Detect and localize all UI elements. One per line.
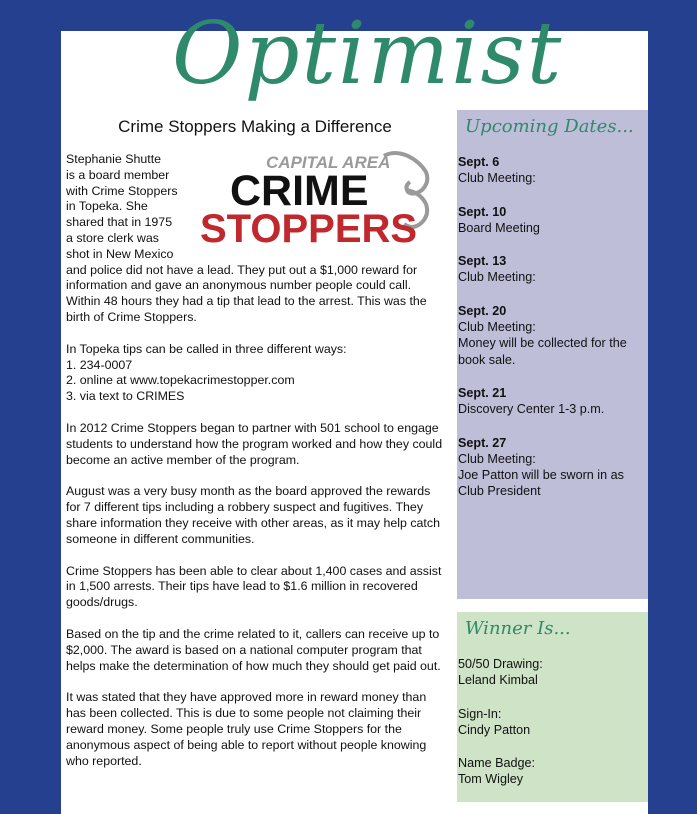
winner-label: Name Badge: bbox=[458, 756, 536, 771]
date-entry bbox=[458, 204, 648, 237]
lead-line: in Topeka. She bbox=[66, 199, 148, 214]
event-date: Sept. 27 bbox=[458, 435, 507, 450]
winner-label: 50/50 Drawing: bbox=[458, 657, 543, 671]
date-entry bbox=[458, 154, 648, 187]
date-entry bbox=[458, 435, 648, 500]
event-date: Sept. 13 bbox=[458, 254, 507, 269]
winner-panel bbox=[457, 612, 648, 802]
lead-line: shared that in 1975 bbox=[66, 215, 173, 230]
event-date: Sept. 20 bbox=[458, 303, 507, 318]
tip-item: 3. via text to CRIMES bbox=[66, 389, 185, 404]
tip-item: 2. online at www.topekacrimestopper.com bbox=[66, 373, 295, 388]
winner-entry bbox=[458, 656, 648, 689]
article-paragraph: In 2012 Crime Stoppers began to partner with 501 school to engage students to understand how the program worked and how they could become an active member of the program. bbox=[66, 420, 443, 467]
tips-block bbox=[66, 342, 444, 405]
event-description: Money will be collected for the book sale. bbox=[458, 336, 627, 367]
article-paragraph: Based on the tip and the crime related to it, callers can receive up to $2,000. The award is based on a national computer program that helps make the determination of how much they should get paid out. bbox=[66, 626, 441, 673]
winner-entry bbox=[458, 706, 648, 739]
event-description: Club Meeting: bbox=[458, 171, 536, 186]
event-date: Sept. 10 bbox=[458, 204, 507, 219]
event-description: Discovery Center 1-3 p.m. bbox=[458, 402, 605, 417]
tips-intro: In Topeka tips can be called in three different ways: bbox=[66, 341, 347, 356]
tip-item: 1. 234-0007 bbox=[66, 357, 133, 372]
article-headline: Crime Stoppers Making a Difference bbox=[118, 117, 392, 136]
winner-name: Tom Wigley bbox=[458, 772, 524, 787]
lead-line: a store clerk was bbox=[66, 230, 159, 245]
winner-entry bbox=[458, 755, 648, 788]
lead-line: with Crime Stoppers bbox=[66, 183, 178, 198]
logo-top-text: CAPITAL AREA bbox=[266, 153, 391, 172]
upcoming-dates-title: Upcoming Dates... bbox=[465, 116, 634, 137]
lead-line: shot in New Mexico bbox=[66, 246, 174, 261]
article-paragraph: It was stated that they have approved more in reward money than has been collected. This is due to some people not claiming their reward money. Some people truly use Crime Stoppers for the anonymous aspect of being able to report without people knowing who reported. bbox=[66, 690, 427, 768]
event-description: Club Meeting: bbox=[458, 270, 536, 285]
date-entry bbox=[458, 253, 648, 286]
winner-list bbox=[457, 640, 648, 788]
article-paragraph: August was a very busy month as the board approved the rewards for 7 different tips including a robbery suspect and fugitives. They share information they receive with other areas, as it may help catch someone in different communities. bbox=[66, 484, 440, 546]
winner-label: Sign-In: bbox=[458, 706, 502, 721]
lead-line: is a board member bbox=[66, 167, 170, 182]
winner-name: Leland Kimbal bbox=[458, 673, 538, 688]
logo-bottom-text: STOPPERS bbox=[200, 207, 418, 246]
masthead-title: Optimist bbox=[172, 4, 564, 104]
date-entry bbox=[458, 303, 648, 368]
event-description: Club Meeting: bbox=[458, 451, 536, 466]
crime-stoppers-logo bbox=[192, 150, 452, 246]
article bbox=[66, 116, 444, 785]
logo-mid-text: CRIME bbox=[230, 167, 369, 215]
event-date: Sept. 6 bbox=[458, 155, 500, 169]
event-date: Sept. 21 bbox=[458, 385, 507, 400]
date-entry bbox=[458, 385, 648, 418]
upcoming-dates-panel bbox=[457, 110, 648, 599]
article-paragraph: Crime Stoppers has been able to clear about 1,400 cases and assist in 1,500 arrests. Their tips have lead to $1.6 million in recovered goods/drugs. bbox=[66, 563, 442, 610]
upcoming-dates-list bbox=[457, 138, 648, 500]
winner-name: Cindy Patton bbox=[458, 722, 531, 737]
lead-line: Stephanie Shutte bbox=[66, 152, 162, 166]
lead-paragraph: and police did not have a lead. They put out a $1,000 reward for information and gave an anonymous number people could call. Within 48 hours they had a tip that lead to the arrest. This was the birth of Crime Stoppers. bbox=[66, 262, 427, 324]
event-description: Joe Patton will be sworn in as Club President bbox=[458, 468, 624, 499]
event-description: Board Meeting bbox=[458, 220, 540, 235]
event-description: Club Meeting: bbox=[458, 320, 536, 335]
winner-title: Winner Is... bbox=[465, 618, 571, 639]
